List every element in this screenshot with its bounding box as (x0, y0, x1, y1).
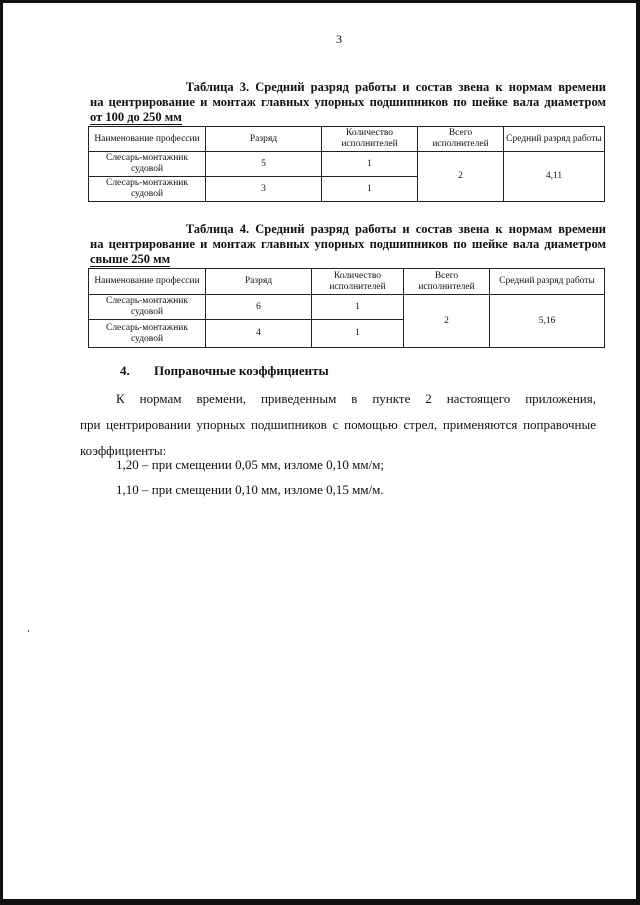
scan-speck (28, 630, 29, 632)
list-item: 1,10 – при смещении 0,10 мм, изломе 0,15 мм/м. (116, 482, 384, 497)
section4-paragraph-line3: коэффициенты: (80, 443, 167, 458)
section4-paragraph-line2: при центрировании упорных подшипников с помощью стрел, применяются поправочные (80, 417, 596, 432)
table4-header-grade: Разряд (206, 269, 312, 295)
table4-header-count: Количество исполнителей (312, 269, 404, 295)
table3 (88, 126, 605, 202)
table4-row2-count: 1 (312, 320, 404, 348)
table3-avg: 4,11 (504, 152, 605, 202)
table3-row1-profession: Слесарь-монтажник судовой (89, 152, 206, 177)
table3-caption-line2: на центрирование и монтаж главных упорных подшипников по шейке вала диаметром (90, 95, 606, 109)
table4-row1-profession: Слесарь-монтажник судовой (89, 295, 206, 320)
section4-number: 4. (120, 363, 130, 378)
table4-caption-line3: свыше 250 мм (90, 252, 171, 266)
table3-header-avg: Средний разряд работы (504, 127, 605, 152)
table-row (89, 152, 605, 177)
table4-row1-grade: 6 (206, 295, 312, 320)
table3-row2-count: 1 (322, 177, 418, 202)
table4-header-total: Всего исполнителей (404, 269, 490, 295)
table-row (89, 295, 605, 320)
list-item: 1,20 – при смещении 0,05 мм, изломе 0,10 мм/м; (116, 457, 385, 472)
table3-header-row (89, 127, 605, 152)
table3-header-profession: Наименование профессии (89, 127, 206, 152)
table4-caption (90, 222, 606, 267)
table4-header-row (89, 269, 605, 295)
table4-total: 2 (404, 295, 490, 348)
table4 (88, 268, 605, 348)
table4-caption-line2: на центрирование и монтаж главных упорных подшипников по шейке вала диаметром (90, 237, 606, 251)
table4-header-avg: Средний разряд работы (490, 269, 605, 295)
section4-title: Поправочные коэффициенты (154, 363, 329, 378)
table3-header-grade: Разряд (206, 127, 322, 152)
table3-total: 2 (418, 152, 504, 202)
table3-row2-profession: Слесарь-монтажник судовой (89, 177, 206, 202)
table3-header-count: Количество исполнителей (322, 127, 418, 152)
table4-avg: 5,16 (490, 295, 605, 348)
table4-row2-grade: 4 (206, 320, 312, 348)
table3-caption (90, 80, 606, 125)
table3-header-total: Всего исполнителей (418, 127, 504, 152)
table3-row2-grade: 3 (206, 177, 322, 202)
table4-row1-count: 1 (312, 295, 404, 320)
section4-paragraph (80, 386, 596, 464)
table3-row1-count: 1 (322, 152, 418, 177)
table4-caption-line1: Таблица 4. Средний разряд работы и состав звена к нормам времени (185, 222, 606, 236)
table3-caption-line3: от 100 до 250 мм (90, 110, 182, 124)
section4-heading (120, 363, 329, 379)
table3-caption-line1: Таблица 3. Средний разряд работы и состав звена к нормам времени (185, 80, 606, 94)
table4-row2-profession: Слесарь-монтажник судовой (89, 320, 206, 348)
table4-header-profession: Наименование профессии (89, 269, 206, 295)
section4-paragraph-line1: К нормам времени, приведенным в пункте 2 настоящего приложения, (116, 391, 596, 406)
table3-row1-grade: 5 (206, 152, 322, 177)
page-number: 3 (336, 32, 342, 46)
